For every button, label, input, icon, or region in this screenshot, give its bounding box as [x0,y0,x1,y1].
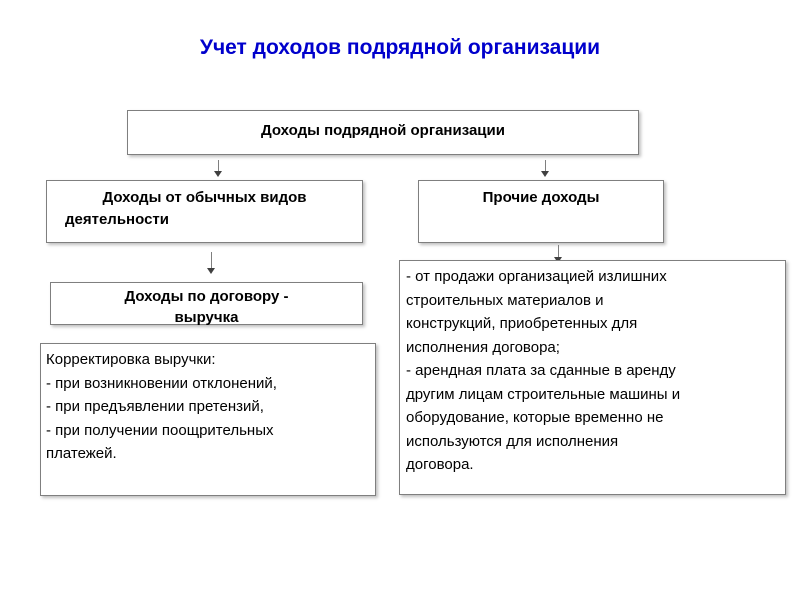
adjustment-line: - при получении поощрительных [46,421,274,439]
arrow-top-to-ordinary [213,160,223,177]
contract-revenue-line2: выручка [174,309,239,326]
contract-revenue-box [50,282,363,325]
other-income-detail-line: оборудование, которые временно не [406,409,664,426]
page-title: Учет доходов подрядной организации [199,36,601,59]
revenue-adjustment-box [40,343,376,496]
adjustment-line: Корректировка выручки: [46,351,216,368]
ordinary-income-box [46,180,363,243]
other-income-detail-line: другим лицам строительные машины и [406,385,681,403]
ordinary-income-line2: деятельности [65,211,169,228]
arrow-ordinary-to-contract [206,252,216,274]
other-income-detail-line: - арендная плата за сданные в аренду [406,362,676,379]
other-income-detail-line: используются для исполнения [406,432,619,450]
adjustment-line: - при предъявлении претензий, [46,398,264,415]
adjustment-line: платежей. [46,445,117,462]
contract-revenue-line1: Доходы по договору - [124,288,289,305]
top-income-label: Доходы подрядной организации [261,122,505,139]
other-income-detail-line: строительных материалов и [406,291,604,309]
adjustment-line: - при возникновении отклонений, [46,374,277,392]
other-income-box [418,180,664,243]
other-income-label: Прочие доходы [482,189,600,206]
arrow-top-to-other [540,160,550,177]
other-income-detail-line: - от продажи организацией излишних [406,268,667,285]
other-income-detail-line: исполнения договора; [406,338,560,356]
ordinary-income-line1: Доходы от обычных видов [102,189,307,206]
other-income-detail-line: конструкций, приобретенных для [406,315,638,332]
other-income-detail-line: договора. [406,456,474,473]
other-income-detail-box [399,260,786,495]
top-income-box [127,110,639,155]
